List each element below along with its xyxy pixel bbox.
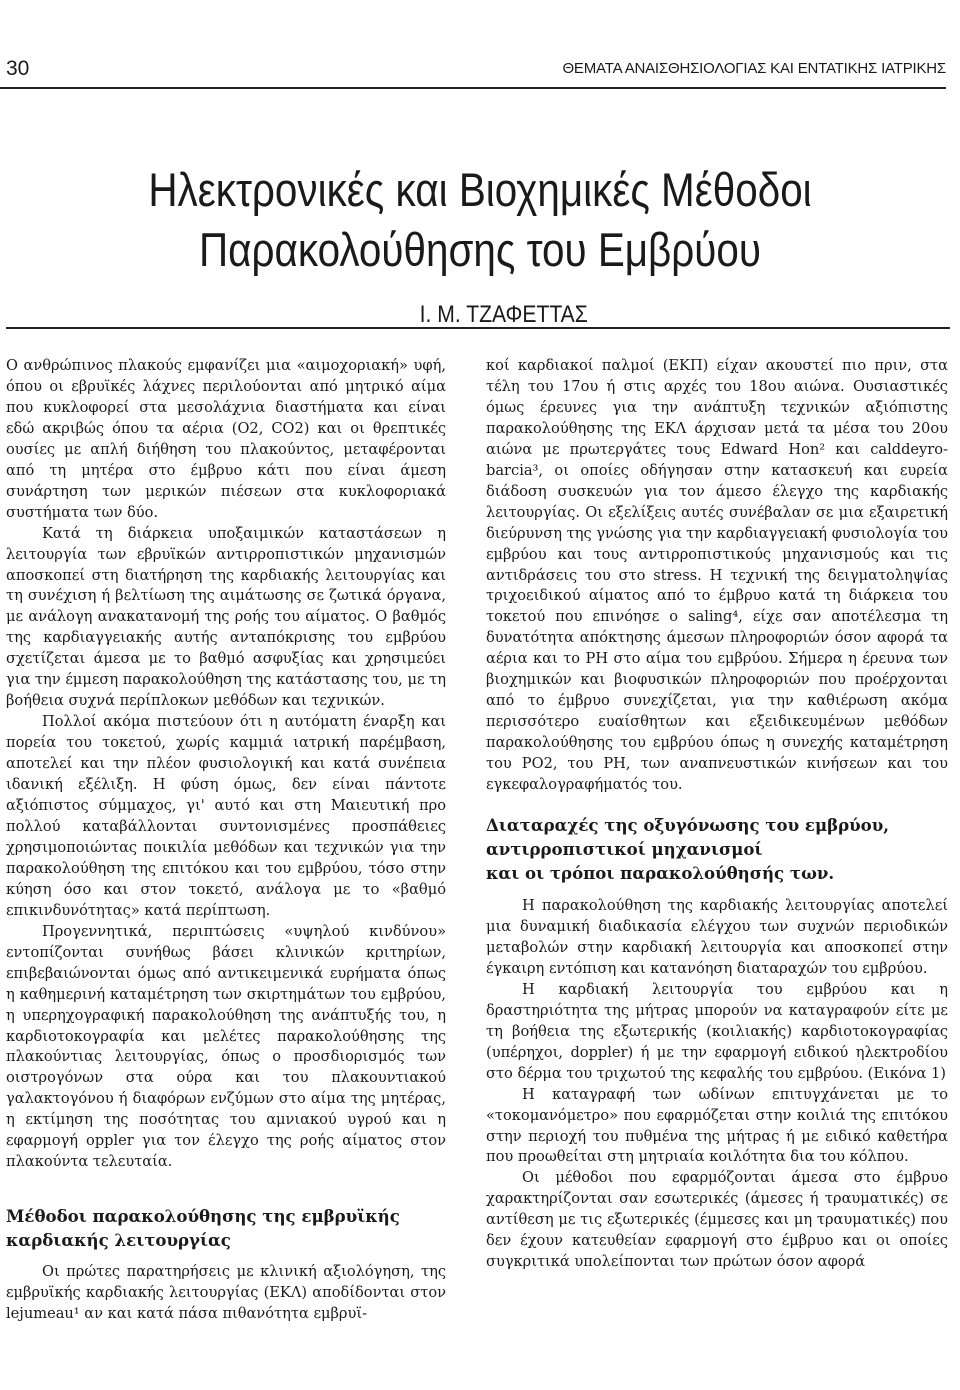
paragraph: Προγεννητικά, περιπτώσεις «υψηλού κινδύνου» εντοπίζονται συνήθως βάσει κλινικών κριτηρίων, επιβεβαιώνονται όμως από αντικειμενικά ευρήματα όπως η καθημερινή καταμέτρηση των σκιρτημάτων του εμβρύου, η υπερηχογραφική παρακολούθηση της ανάπτυξής του, η καρδιοτοκογραφία και μελέτες παρακολούθησης της πλακούντιας λειτουργίας, όπως ο προσδιορισμός των οιστρογόνων στα ούρα και του πλακουντιακού γαλακτογόνου ή διαφόρων ενζύμων στο αίμα της μητέρας, η εκτίμηση της ποσότητας του αμνιακού υγρού και η εφαρμογή oppler για τον έλεγχο της ροής αίματος στον πλακούντα τελευταία. — [6, 922, 446, 1171]
right-column — [486, 356, 948, 1273]
paragraph: Πολλοί ακόμα πιστεύουν ότι η αυτόματη έναρξη και πορεία του τοκετού, χωρίς καμμιά ιατρική παρέμβαση, αποτελεί και την πλέον φυσιολογική και κατά συνέπεια ιδανική εξέλιξη. Η φύση όμως, δεν είναι πάντοτε αξιόπιστος σύμμαχος, γι' αυτό και στη Μαιευτική προ πολλού καταβάλλονται συντονισμένες προσπάθειες χρησιμοποιώντας ποικιλία μεθόδων και τεχνικών για την παρακολούθηση της επιτόκου και του εμβρύου, τόσο στην κύηση όσο και στον τοκετό, ανάλογα με το «βαθμό επικινδυνότητας» κατά περίπτωση. — [6, 713, 446, 919]
article-title-line-2: Παρακολούθησης του Εμβρύου — [198, 223, 762, 276]
section-heading-line-2: αντιρροπιστικοί μηχανισμοί — [486, 839, 763, 860]
section-heading-line-3: και οι τρόποι παρακολούθησής των. — [486, 863, 835, 884]
section-heading-line-1: Διαταραχές της οξυγόνωσης του εμβρύου, — [486, 815, 890, 836]
author-name: Ι. Μ. ΤΖΑΦΕΤΤΑΣ — [419, 301, 588, 328]
running-title: ΘΕΜΑΤΑ ΑΝΑΙΣΘΗΣΙΟΛΟΓΙΑΣ ΚΑΙ ΕΝΤΑΤΙΚΗΣ ΙΑΤΡΙΚΗΣ — [562, 60, 946, 77]
paragraph: Κατά τη διάρκεια υποξαιμικών καταστάσεων η λειτουργία των εβρυϊκών αντιρροπιστικών μηχανισμών αποσκοπεί στη διατήρηση της καρδιακής λειτουργίας και τη συνέχιση ή βελτίωση της αιμάτωσης σε ζωτικά όργανα, με ανάλογη ανακατανομή της ροής του αίματος. Ο βαθμός της καρδιαγγειακής αυτής ανταπόκρισης του εμβρύου σχετίζεται άμεσα με το βαθμό ασφυξίας και χρησιμεύει για την έμμεση παρακολούθηση της κατάστασης του, με τη βοήθεια συχνά περίπλοκων μεθόδων και τεχνικών. — [6, 524, 446, 710]
author-rule — [6, 327, 950, 329]
paragraph: Οι πρώτες παρατηρήσεις με κλινική αξιολόγηση, της εμβρυϊκής καρδιακής λειτουργίας (ΕΚΛ) αποδίδονται στον lejumeau¹ αν και κατά πάσα πιθανότητα εμβρυϊ- — [6, 1263, 446, 1323]
page-header — [0, 54, 960, 84]
paragraph: κοί καρδιακοί παλμοί (ΕΚΠ) είχαν ακουστεί πιο πριν, στα τέλη του 17ου ή στις αρχές του 18ου αιώνα. Ουσιαστικές όμως έρευνες για την ανάπτυξη τεχνικών αξιόπιστης παρακολούθησης της ΕΚΛ άρχισαν μετά τα μέσα του 20ου αιώνα με πρωτεργάτες τους Edward Hon² και calddeyro-barcia³, οι οποίες οδήγησαν στην κατασκευή και ευρεία διάδοση συσκευών για τον άμεσο έλεγχο της καρδιακής λειτουργίας. Οι εξελίξεις αυτές συνέβαλαν σε μια εξαιρετική διεύρυνση της γνώσης για την καρδιαγγειακή φυσιολογία του εμβρύου και τους αντιρροπιστικούς μηχανισμούς και τις αντιδράσεις του στο stress. Η τεχνική της δειγματοληψίας τριχοειδικού αίματος από το έμβρυο κατά τη διάρκεια του τοκετού που επινόησε ο saling⁴, είχε σαν αποτέλεσμα τη δυνατότητα απόκτησης άμεσων πληροφοριών όσον αφορά τα αέρια και το PH στο αίμα του εμβρύου. Σήμερα η έρευνα των βιοχημικών και βιοφυσικών πληροφοριών που προέρχονται από το έμβρυο συνεχίζεται, για την καθιέρωση ακόμα περισσότερο ευαίσθητων και εξειδικευμένων μεθόδων παρακολούθησης του εμβρύου όπως η συνεχής καταμέτρηση του PO2, του PH, των αναπνευστικών κινήσεων και του εγκεφαλογραφήματός του. — [486, 357, 948, 794]
section-heading — [486, 813, 948, 885]
paragraph: Η καταγραφή των ωδίνων επιτυγχάνεται με το «τοκομανόμετρο» που εφαρμόζεται στην κοιλιά της επιτόκου στην περιοχή του πυθμένα της μήτρας ή με ειδικό καθετήρα που προωθείται στη μητριαία κοιλότητα δια του κόλπου. — [486, 1085, 948, 1166]
header-rule — [0, 87, 946, 89]
section-heading: Μέθοδοι παρακολούθησης της εμβρυϊκής καρδιακής λειτουργίας — [6, 1206, 400, 1251]
article-title — [67, 160, 893, 280]
paragraph: Οι μέθοδοι που εφαρμόζονται άμεσα στο έμβρυο χαρακτηρίζονται σαν εσωτερικές (άμεσες ή τραυματικές) σε αντίθεση με τις εξωτερικές (έμμεσες και μη τραυματικές) που δεν έχουν κατευθείαν εφαρμογή στο έμβρυο και οι οποίες συγκριτικά υπολείπονται των πρώτων όσον αφορά — [486, 1169, 948, 1271]
left-column — [6, 356, 446, 1325]
paragraph: Η καρδιακή λειτουργία του εμβρύου και η δραστηριότητα της μήτρας μπορούν να καταγραφούν είτε με τη βοήθεια της εξωτερικής (κοιλιακής) καρδιοτοκογραφίας (υπέρηχοι, doppler) ή με την εφαρμογή ειδικού ηλεκτροδίου στο δέρμα του τριχωτού της κεφαλής του εμβρύου. (Εικόνα 1) — [486, 980, 948, 1082]
article-title-line-1: Ηλεκτρονικές και Βιοχημικές Μέθοδοι — [148, 163, 812, 216]
paragraph: Η παρακολούθηση της καρδιακής λειτουργίας αποτελεί μια δυναμική διαδικασία ελέγχου των συχνών περιοδικών μεταβολών στην καρδιακή λειτουργία και αποσκοπεί στην έγκαιρη εντόπιση και κατανόηση διαταραχών του εμβρύου. — [486, 897, 948, 977]
paragraph: Ο ανθρώπινος πλακούς εμφανίζει μια «αιμοχοριακή» υφή, όπου οι εβρυϊκές λάχνες περιλούονται από μητρικό αίμα που κυκλοφορεί στα μεσολάχνια διαστήματα και είναι εδώ ακριβώς όπου τα αέρια (O2, CO2) και οι θρεπτικές ουσίες με απλή διήθηση του πλακούντος, μεταφέρονται από τη μητέρα στο έμβρυο κάτι που είναι άμεση συνάρτηση των μερικών πιέσεων στα κυκλοφοριακά συστήματα των δύο. — [6, 357, 446, 521]
page-number: 30 — [6, 57, 30, 80]
